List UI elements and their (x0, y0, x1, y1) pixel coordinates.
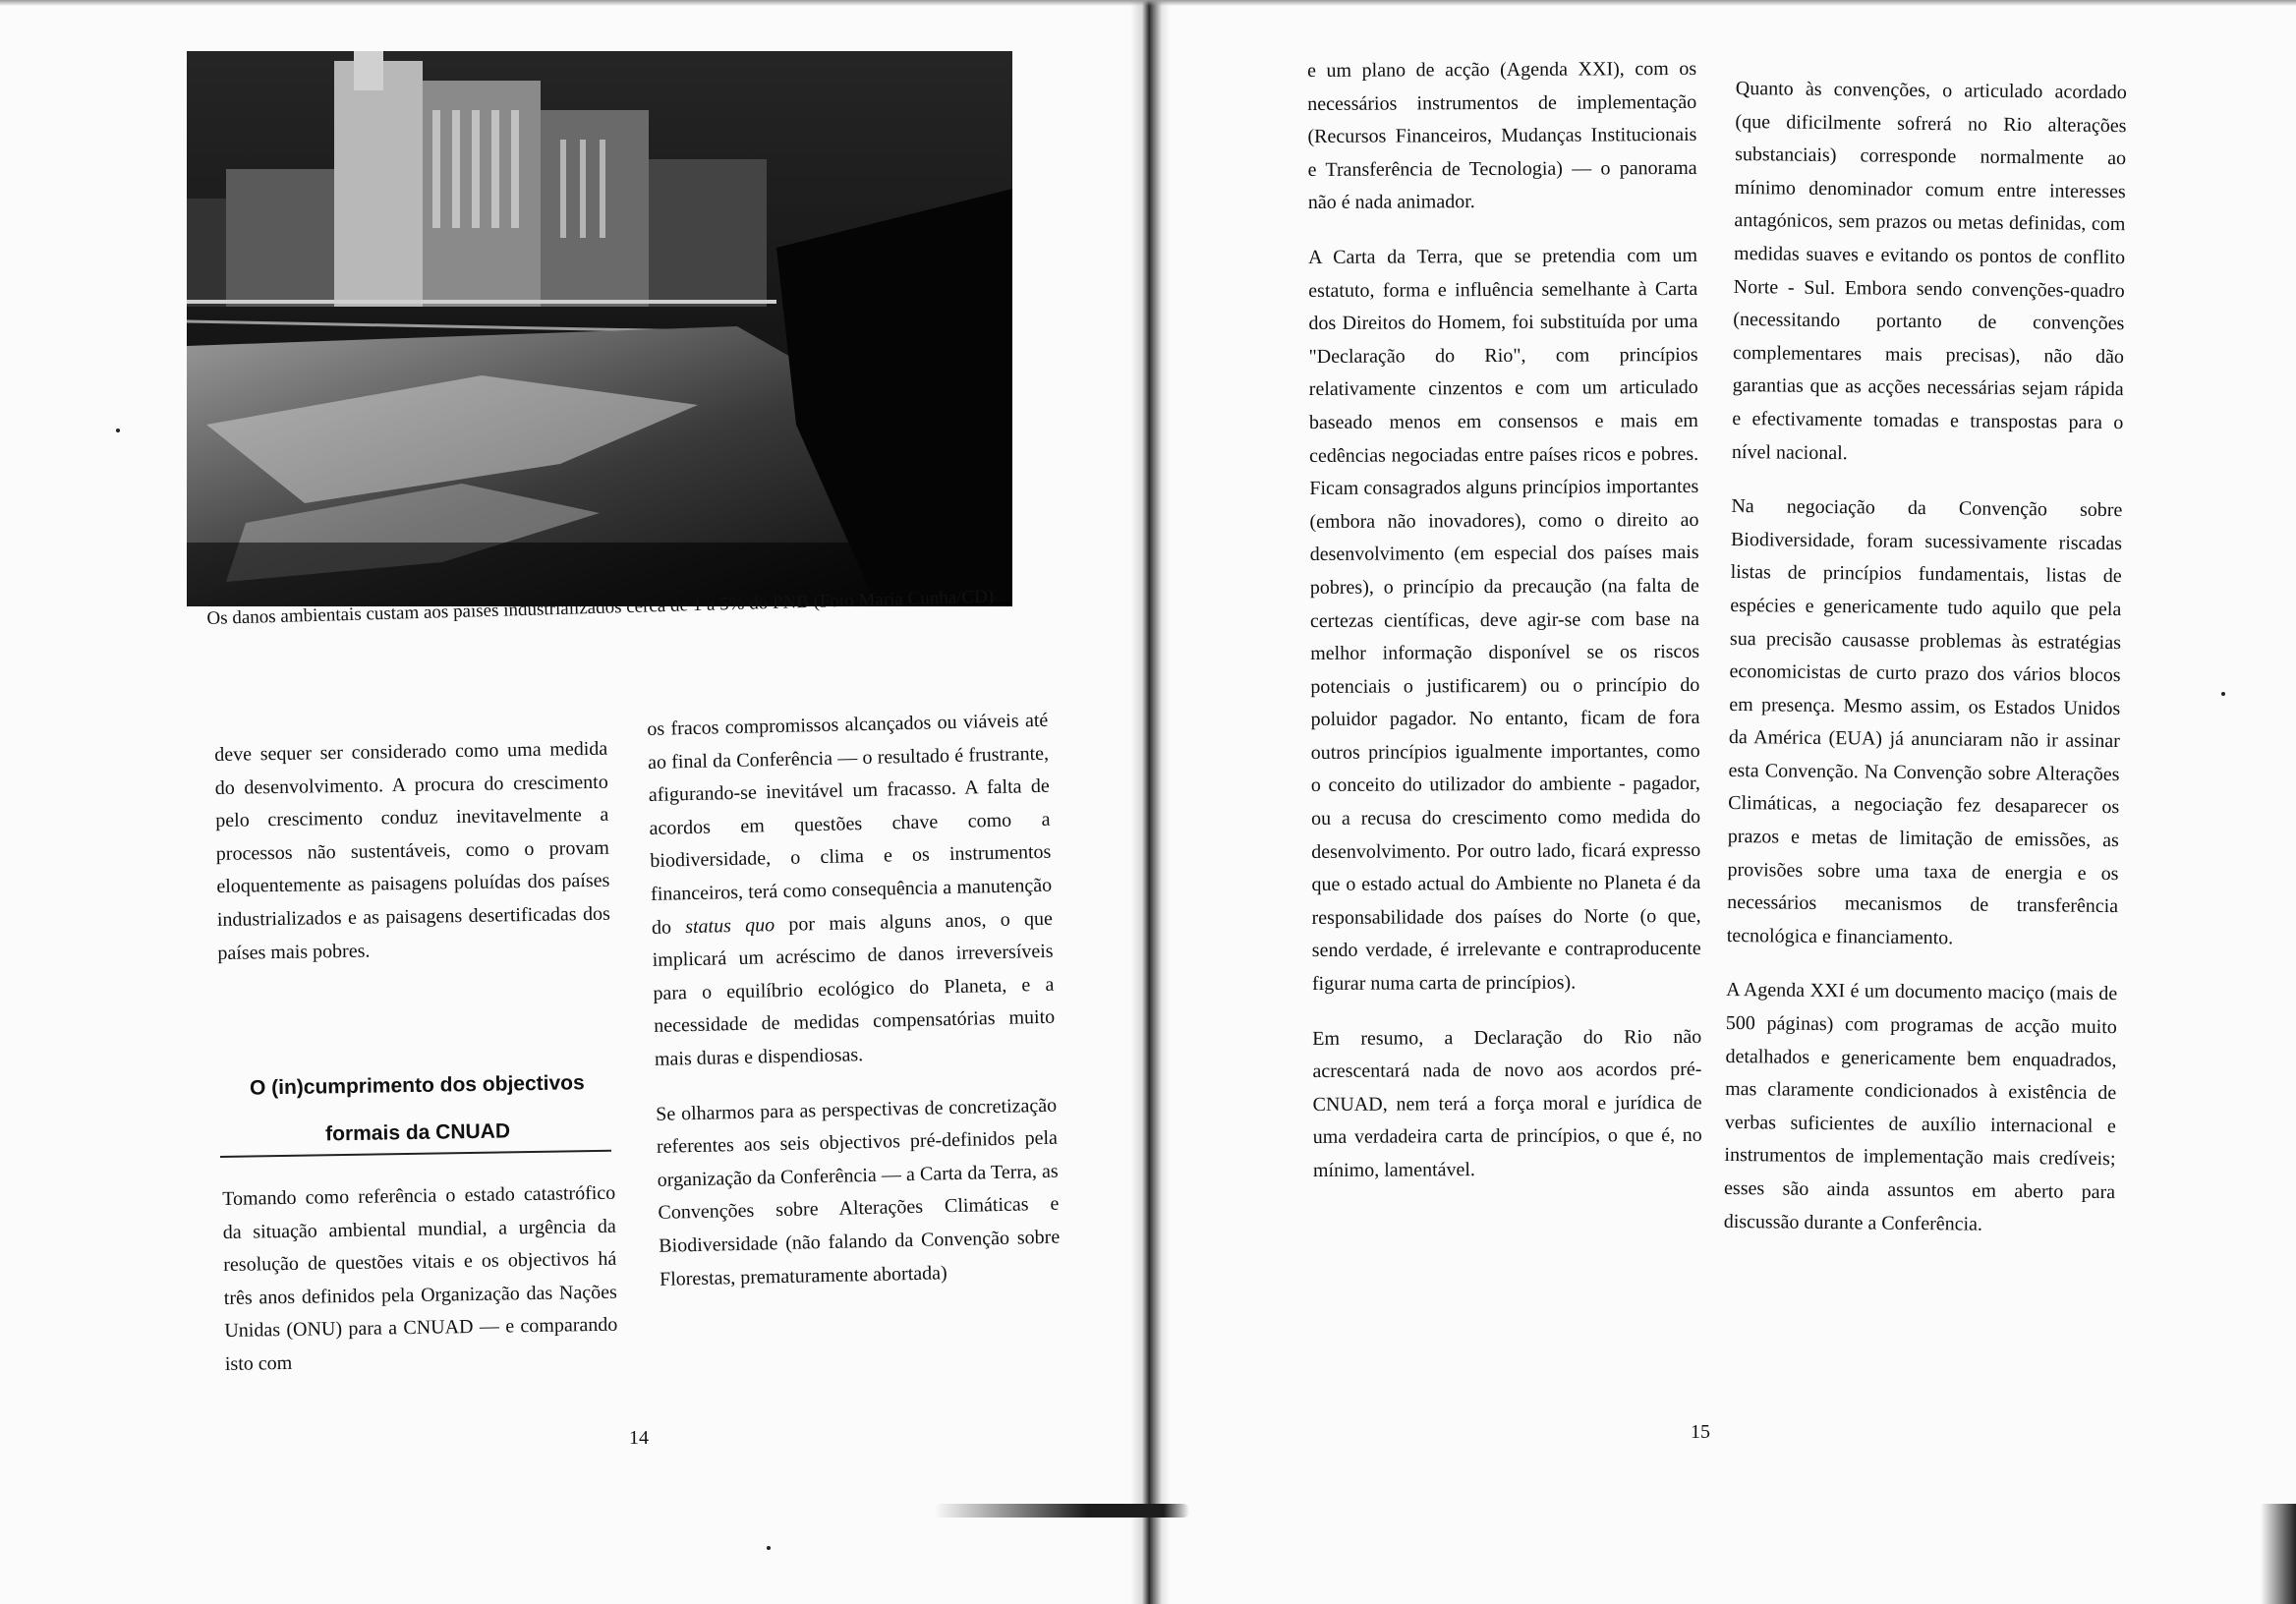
paragraph: Na negociação da Convenção sobre Biodiversidade, foram sucessivamente riscadas listas de princípios fundamentais, listas de espécies e genericamente tudo aquilo que pela sua precisão causasse problemas às estratégias economicistas de curto prazo dos vários blocos em presença. Mesmo assim, os Estados Unidos da América (EUA) já anunciaram não ir assinar esta Convenção. Na Convenção sobre Alterações Climáticas, a negociação fez desaparecer os prazos e metas de limitação de emissões, as provisões sobre uma taxa de energia e os necessários mecanismos de transferência tecnológica e financiamento. (1726, 495, 2123, 949)
scan-speck (116, 429, 120, 432)
industrial-pollution-photo (187, 51, 1012, 606)
text-run: os fracos compromissos alcançados ou viáveis até ao final da Conferência — o resultado é frustrante, afigurando-se inevitável um fracasso. A falta de acordos em questões chave como a biodiversidade, o clima e os instrumentos financeiros, terá como consequência a manutenção do (647, 709, 1053, 939)
text-run: por mais alguns anos, o que implicará um acréscimo de danos irreversíveis para o equilíbrio ecológico do Planeta, e a necessidade de medidas compensatórias muito mais duras e dispendiosas. (652, 907, 1056, 1070)
section-heading: O (in)cumprimento dos objectivos formais da CNUAD (249, 1071, 585, 1146)
left-column-2 (647, 705, 1061, 1296)
paragraph: deve sequer ser considerado como uma medida do desenvolvimento. A procura do crescimento pelo crescimento conduz inevitavelmente a processos não sustentáveis, como o provam eloquentemente as paisagens poluídas dos países industrializados e as paisagens desertificadas dos países mais pobres. (214, 737, 611, 964)
paragraph (647, 705, 1056, 1077)
scan-top-edge (0, 0, 2296, 6)
paragraph: A Agenda XXI é um documento maciço (mais de 500 páginas) com programas de acção muito detalhados e genericamente bem enquadrados, mas claramente condicionados à existência de verbas suficientes de auxílio internacional e instrumentos de implementação mais credíveis; esses são ainda assuntos em aberto para discussão durante a Conferência. (1723, 979, 2118, 1235)
scan-bottom-shadow (934, 1504, 1189, 1518)
right-column-2 (1724, 73, 2127, 1242)
scan-speck (767, 1546, 771, 1550)
book-spine-shadow (1130, 0, 1170, 1604)
paragraph: A Carta da Terra, que se pretendia com um estatuto, forma e influência semelhante à Carta dos Direitos do Homem, foi substituída por uma "Declaração do Rio", com princípios relativamente cinzentos e com um articulado baseado menos em consensos e mais em cedências negociadas entre países ricos e pobres. Ficam consagrados alguns princípios importantes (embora não inovadores), como o direito ao desenvolvimento (em especial dos países mais pobres), o princípio da precaução (na falta de certezas científicas, deve agir-se com base na melhor informação disponível se os riscos potenciais o justificarem) ou o princípio do poluidor pagador. No entanto, ficam de fora outros princípios igualmente importantes, como o conceito do utilizador do ambiente - pagador, ou a recusa do crescimento como medida do desenvolvimento. Por outro lado, ficará expresso que o estado actual do Ambiente no Planeta é da responsabilidade dos países do Norte (o que, sendo verdade, é irrelevante e contraproducente figurar numa carta de princípios). (1308, 244, 1701, 996)
left-page (0, 0, 1140, 1604)
paragraph: Tomando como referência o estado catastrófico da situação ambiental mundial, a urgência da resolução de questões vitais e os objectivos há três anos definidos pela Organização das Nações Unidas (ONU) para a CNUAD — e comparando isto com (222, 1181, 618, 1375)
scan-speck (2221, 692, 2225, 696)
photo-image (187, 51, 1012, 606)
paragraph: Em resumo, a Declaração do Rio não acrescentará nada de novo aos acordos pré-CNUAD, nem terá a força moral e jurídica de uma verdadeira carta de princípios, o que é, no mínimo, lamentável. (1312, 1025, 1702, 1181)
right-column-1 (1307, 53, 1702, 1188)
photo-caption: Os danos ambientais custam aos países industrializados cerca de 1 a 5% do PNB (Foto Maria Cunha/CD) (206, 586, 995, 629)
italic-term: status quo (684, 913, 775, 938)
paragraph: e um plano de acção (Agenda XXI), com os necessários instrumentos de implementação (Recursos Financeiros, Mudanças Institucionais e Transferência de Tecnologia) — o panorama não é nada animador. (1307, 57, 1697, 214)
left-column-1 (214, 733, 611, 970)
scan-corner-shadow (2261, 1504, 2296, 1604)
paragraph: Se olharmos para as perspectivas de concretização referentes aos seis objectivos pré-definidos pela organização da Conferência — a Carta da Terra, as Convenções sobre Alterações Climáticas e Biodiversidade (não falando da Convenção sobre Florestas, prematuramente abortada) (655, 1094, 1061, 1290)
page-number: 14 (629, 1427, 649, 1449)
paragraph: Quanto às convenções, o articulado acordado (que dificilmente sofrerá no Rio alterações substanciais) corresponde normalmente ao mínimo denominador comum entre interesses antagónicos, sem prazos ou metas definidas, com medidas suaves e evitando os pontos de conflito Norte - Sul. Embora sendo convenções-quadro (necessitando portanto de convenções complementares mais precisas), não dão garantias que as acções necessárias sejam rápida e efectivamente tomadas e transpostas para o nível nacional. (1731, 77, 2127, 464)
page-number: 15 (1691, 1421, 1710, 1443)
left-column-1-continued (222, 1177, 618, 1382)
